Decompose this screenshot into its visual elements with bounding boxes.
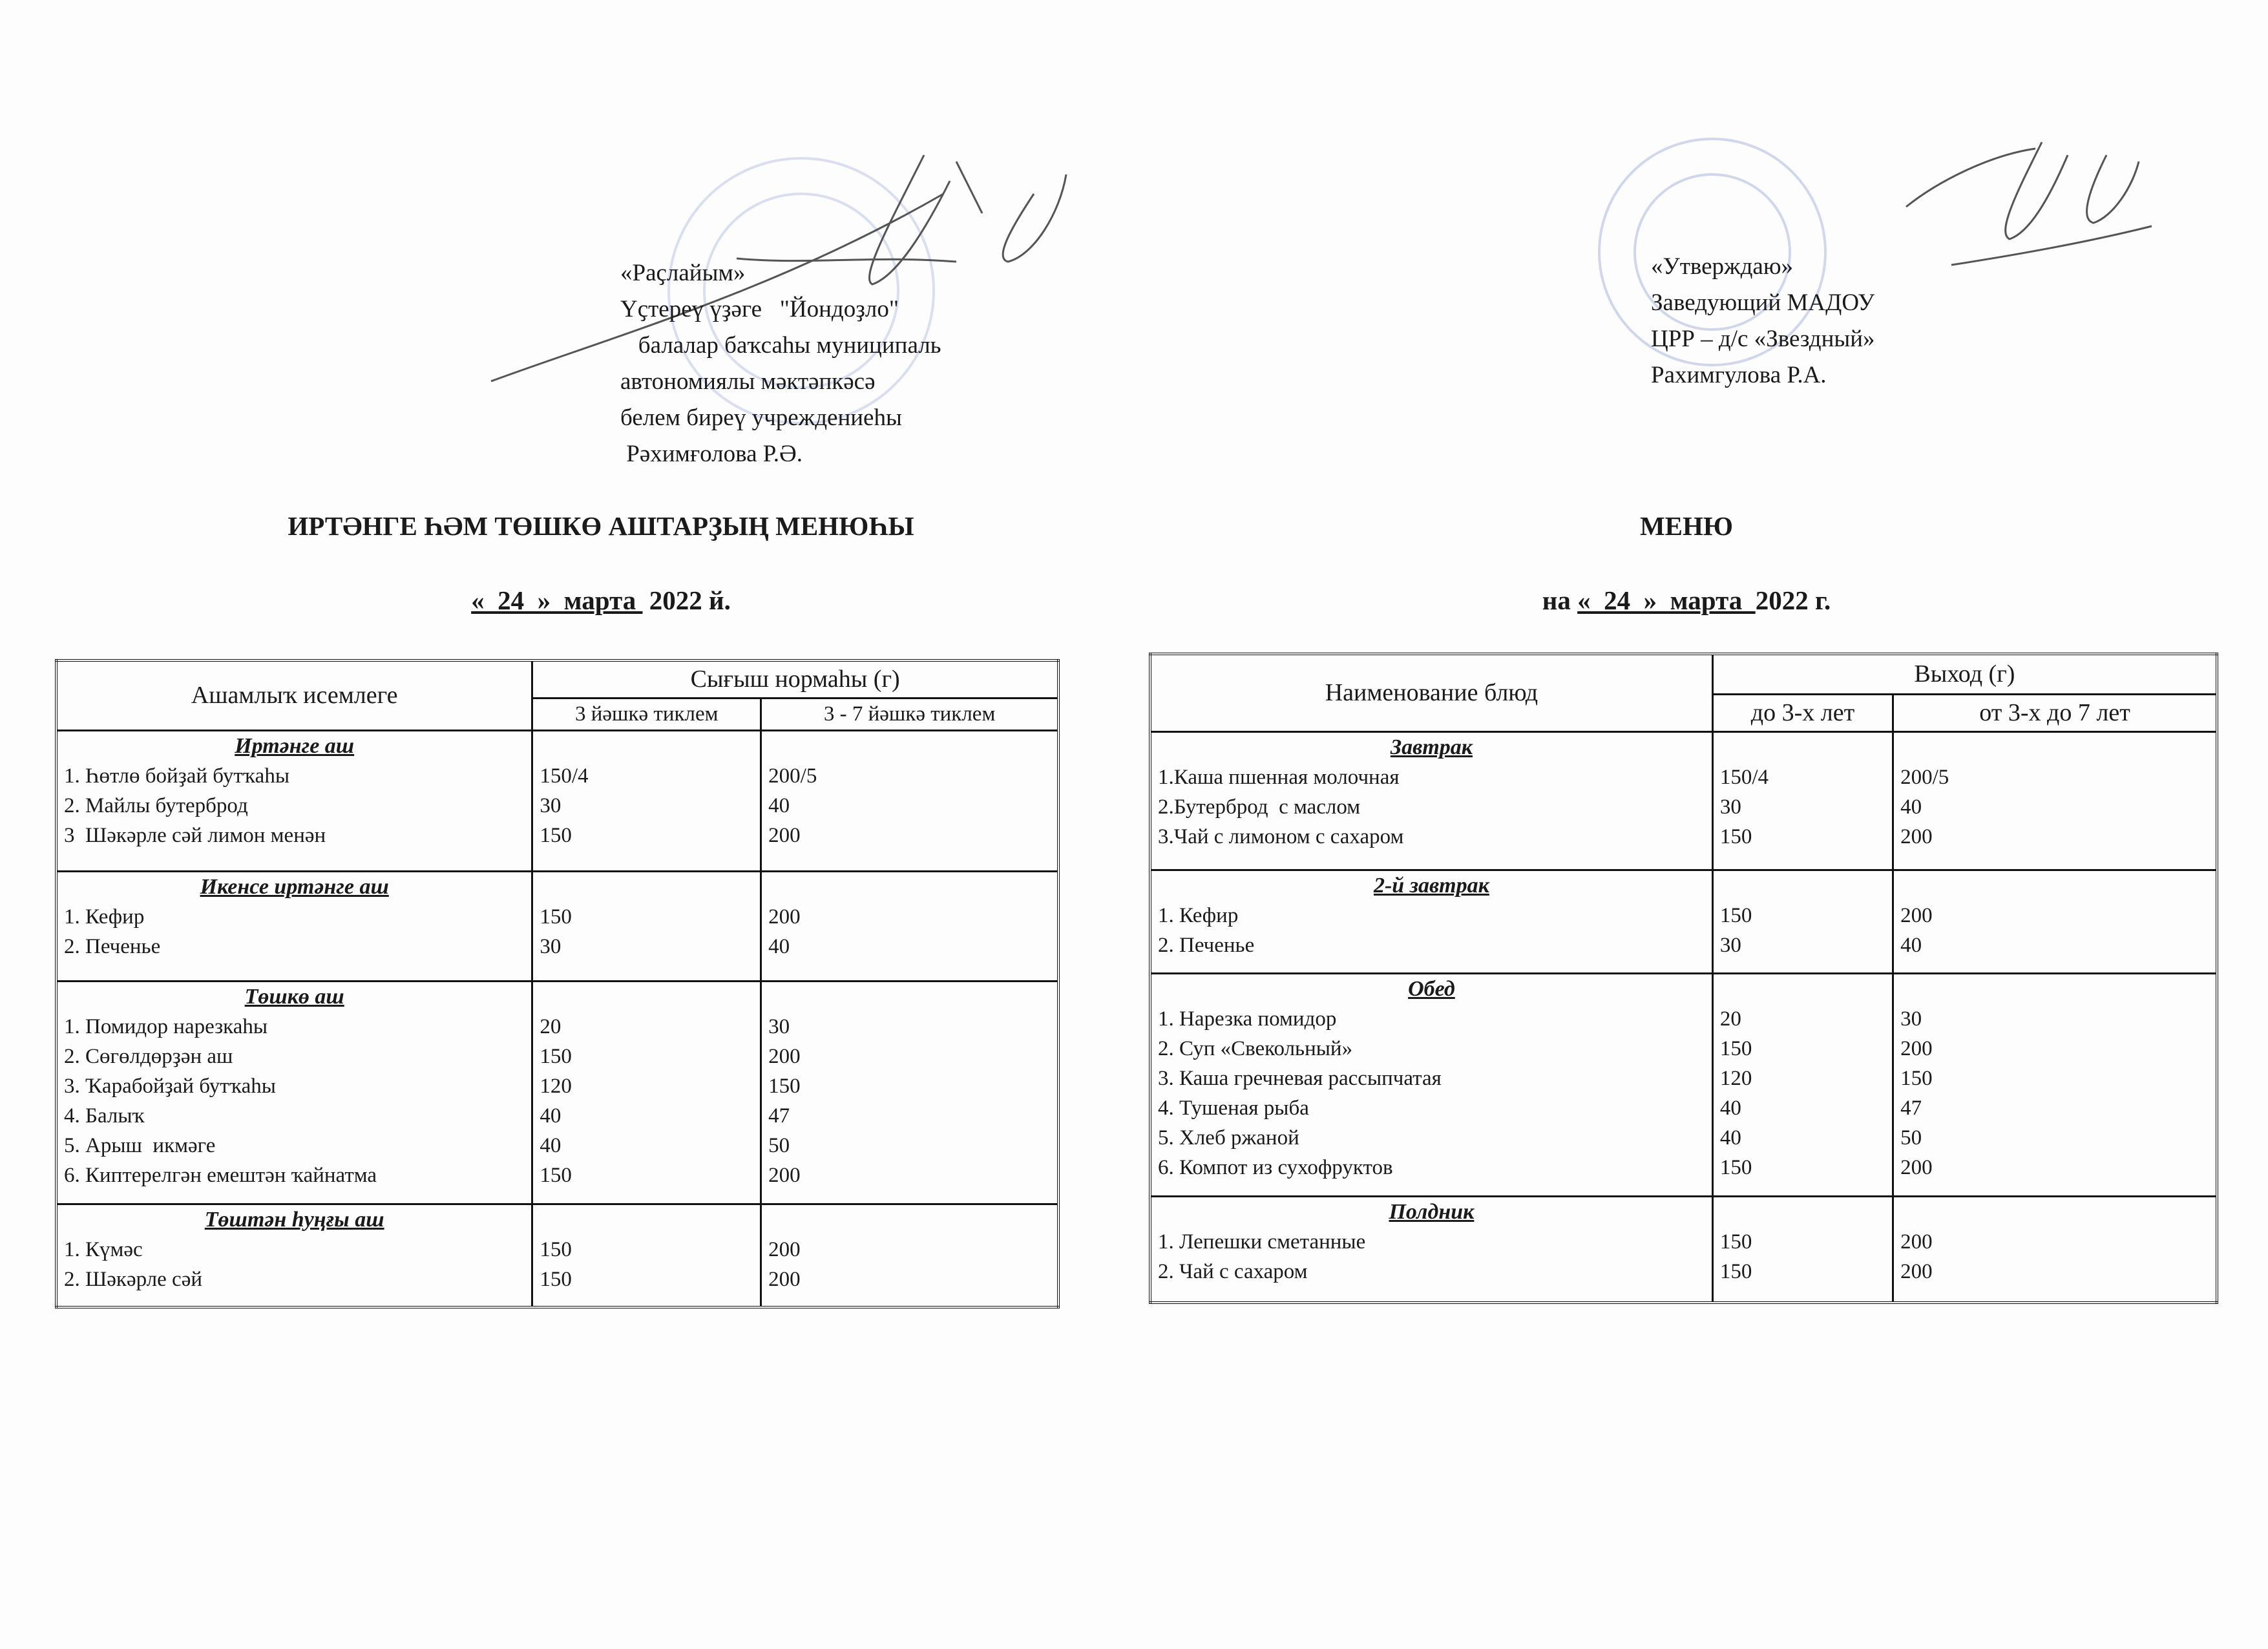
value: 150	[1719, 824, 1752, 848]
value: 200	[768, 1163, 801, 1187]
dish-item: 4. Балыҡ	[64, 1104, 145, 1128]
table-row	[1150, 870, 2217, 973]
value: 150/4	[540, 764, 589, 788]
section-cell	[56, 1204, 532, 1307]
value: 30	[540, 934, 562, 958]
right-approval-block	[1651, 249, 1875, 394]
dish-item: 2. Сөгөлдөрҙән аш	[64, 1044, 233, 1068]
dish-item: 5. Хлеб ржаной	[1158, 1126, 1299, 1150]
value-cell	[532, 730, 761, 871]
value: 40	[540, 1104, 562, 1128]
value: 30	[540, 793, 562, 817]
section-cell	[1150, 731, 1712, 870]
value: 20	[1719, 1007, 1741, 1031]
dish-item: 2. Майлы бутерброд	[64, 793, 248, 817]
value: 200	[768, 823, 801, 847]
value: 150	[1900, 1066, 1933, 1090]
value: 120	[1719, 1066, 1752, 1090]
value: 200	[1900, 1036, 1933, 1060]
value: 200	[768, 1237, 801, 1261]
value: 200	[1900, 824, 1933, 848]
left-menu-table	[55, 659, 1060, 1308]
left-date-tail: 2022 й.	[642, 585, 731, 615]
value: 200	[1900, 903, 1933, 927]
left-approval-line: Рәхимғолова Р.Ә.	[620, 441, 803, 467]
dish-item: 1. Күмәс	[64, 1237, 143, 1261]
section-cell	[56, 981, 532, 1204]
dish-item: 1. Кефир	[1158, 903, 1239, 927]
value: 200/5	[1900, 765, 1949, 789]
dish-item: 2. Суп «Свекольный»	[1158, 1036, 1353, 1060]
section-title: Иртәнге аш	[235, 733, 355, 758]
value: 150	[1719, 1155, 1752, 1179]
dish-item: 4. Тушеная рыба	[1158, 1096, 1309, 1120]
value-cell	[1712, 973, 1893, 1196]
value: 150	[540, 1267, 572, 1291]
value: 150	[1719, 1259, 1752, 1283]
right-approval-line: Заведующий МАДОУ	[1651, 289, 1875, 316]
value: 30	[1900, 1007, 1922, 1031]
column-header-age-a: до 3-х лет	[1712, 694, 1893, 731]
section-title: Төштән һуңғы аш	[204, 1207, 384, 1232]
value: 40	[768, 793, 790, 817]
value: 47	[768, 1104, 790, 1128]
value-cell	[1893, 731, 2217, 870]
column-header-name: Ашамлыҡ исемлеге	[56, 660, 532, 730]
table-row	[56, 871, 1058, 981]
column-header-age-b: от 3-х до 7 лет	[1893, 694, 2217, 731]
value: 40	[1900, 933, 1922, 957]
table-row	[56, 1204, 1058, 1307]
value-cell	[761, 871, 1058, 981]
value: 150	[768, 1074, 801, 1098]
section-cell	[1150, 973, 1712, 1196]
value: 40	[540, 1133, 562, 1157]
section-title: Завтрак	[1390, 735, 1473, 759]
value-cell	[761, 1204, 1058, 1307]
value: 40	[1719, 1126, 1741, 1150]
section-cell	[56, 730, 532, 871]
right-approval-line: «Утверждаю»	[1651, 253, 1793, 280]
value: 30	[1719, 933, 1741, 957]
value: 200	[768, 1044, 801, 1068]
value: 40	[1719, 1096, 1741, 1120]
value: 150/4	[1719, 765, 1769, 789]
right-date-tail: 2022 г.	[1755, 585, 1831, 615]
value-cell	[1893, 973, 2217, 1196]
value: 150	[540, 905, 572, 929]
dish-item: 3. Каша гречневая рассыпчатая	[1158, 1066, 1442, 1090]
dish-item: 2. Шәкәрле сәй	[64, 1267, 203, 1291]
dish-item: 3.Чай с лимоном с сахаром	[1158, 824, 1404, 848]
value-cell	[532, 871, 761, 981]
section-cell	[1150, 870, 1712, 973]
right-page-title: МЕНЮ	[1639, 511, 1734, 541]
table-row	[1150, 731, 2217, 870]
dish-item: 6. Компот из сухофруктов	[1158, 1155, 1393, 1179]
value: 40	[768, 934, 790, 958]
left-page-title: ИРТӘНГЕ ҺӘМ ТӨШКӨ АШТАРҘЫҢ МЕНЮҺЫ	[288, 511, 914, 541]
value: 150	[540, 823, 572, 847]
value: 200	[768, 905, 801, 929]
dish-item: 1.Каша пшенная молочная	[1158, 765, 1400, 789]
section-title: Обед	[1408, 976, 1455, 1001]
column-header-group: Сығыш нормаһы (г)	[532, 660, 1058, 698]
section-cell	[56, 871, 532, 981]
left-approval-line: белем биреү учреждениеһы	[620, 404, 902, 431]
table-row	[56, 981, 1058, 1204]
value-cell	[1893, 870, 2217, 973]
value-cell	[1712, 1196, 1893, 1303]
column-header-name: Наименование блюд	[1150, 654, 1712, 731]
value: 200	[1900, 1230, 1933, 1254]
value: 30	[1719, 795, 1741, 819]
value: 200	[1900, 1155, 1933, 1179]
table-row	[1150, 973, 2217, 1196]
value-cell	[1893, 1196, 2217, 1303]
left-date	[129, 585, 1073, 616]
value-cell	[761, 981, 1058, 1204]
value: 150	[540, 1044, 572, 1068]
dish-item: 1. Кефир	[64, 905, 145, 929]
value: 150	[540, 1163, 572, 1187]
column-header-group: Выход (г)	[1712, 654, 2217, 694]
value: 47	[1900, 1096, 1922, 1120]
left-approval-line: балалар баҡсаһы муниципаль	[620, 332, 941, 359]
right-date-main: « 24 » марта	[1577, 585, 1756, 615]
value: 50	[1900, 1126, 1922, 1150]
section-cell	[1150, 1196, 1712, 1303]
left-approval-line: «Раҫлайым»	[620, 260, 746, 286]
table-row	[1150, 1196, 2217, 1303]
value-cell	[1712, 731, 1893, 870]
value: 200	[1900, 1259, 1933, 1283]
left-approval-line: автономиялы мәктәпкәсә	[620, 368, 876, 395]
dish-item: 3. Ҡарабойҙай бутҡаһы	[64, 1074, 276, 1098]
value-cell	[532, 981, 761, 1204]
value-cell	[1712, 870, 1893, 973]
left-approval-line: Үҫтереү үҙәге "Йондоҙло"	[620, 296, 899, 322]
right-date	[1266, 585, 2106, 616]
value: 120	[540, 1074, 572, 1098]
column-header-age-a: 3 йәшкә тиклем	[532, 698, 761, 730]
dish-item: 3 Шәкәрле сәй лимон менән	[64, 823, 326, 847]
column-header-age-b: 3 - 7 йәшкә тиклем	[761, 698, 1058, 730]
value: 150	[1719, 1036, 1752, 1060]
dish-item: 2.Бутерброд с маслом	[1158, 795, 1361, 819]
dish-item: 2. Печенье	[1158, 933, 1255, 957]
right-menu-table	[1149, 653, 2218, 1304]
value: 150	[540, 1237, 572, 1261]
dish-item: 2. Чай с сахаром	[1158, 1259, 1308, 1283]
value: 30	[768, 1014, 790, 1038]
table-row	[56, 730, 1058, 871]
left-approval-block	[620, 255, 941, 472]
value: 150	[1719, 1230, 1752, 1254]
right-signature	[1906, 142, 2152, 265]
right-date-prefix: на	[1542, 585, 1578, 615]
dish-item: 2. Печенье	[64, 934, 161, 958]
dish-item: 1. Лепешки сметанные	[1158, 1230, 1366, 1254]
value: 200/5	[768, 764, 817, 788]
value: 40	[1900, 795, 1922, 819]
dish-item: 5. Арыш икмәге	[64, 1133, 216, 1157]
dish-item: 6. Киптерелгән емештән ҡайнатма	[64, 1163, 377, 1187]
section-title: 2-й завтрак	[1373, 873, 1489, 898]
section-title: Полдник	[1389, 1199, 1475, 1224]
value-cell	[532, 1204, 761, 1307]
value: 20	[540, 1014, 562, 1038]
dish-item: 1. Помидор нарезкаһы	[64, 1014, 268, 1038]
right-approval-line: ЦРР – д/с «Звездный»	[1651, 326, 1875, 352]
value: 150	[1719, 903, 1752, 927]
left-date-main: « 24 » марта	[471, 585, 643, 615]
value: 200	[768, 1267, 801, 1291]
right-approval-line: Рахимгулова Р.А.	[1651, 362, 1827, 388]
value: 50	[768, 1133, 790, 1157]
dish-item: 1. Нарезка помидор	[1158, 1007, 1337, 1031]
value-cell	[761, 730, 1058, 871]
section-title: Төшкө аш	[244, 984, 344, 1009]
dish-item: 1. Һөтлө бойҙай бутҡаһы	[64, 764, 289, 788]
section-title: Икенсе иртәнге аш	[200, 874, 389, 899]
